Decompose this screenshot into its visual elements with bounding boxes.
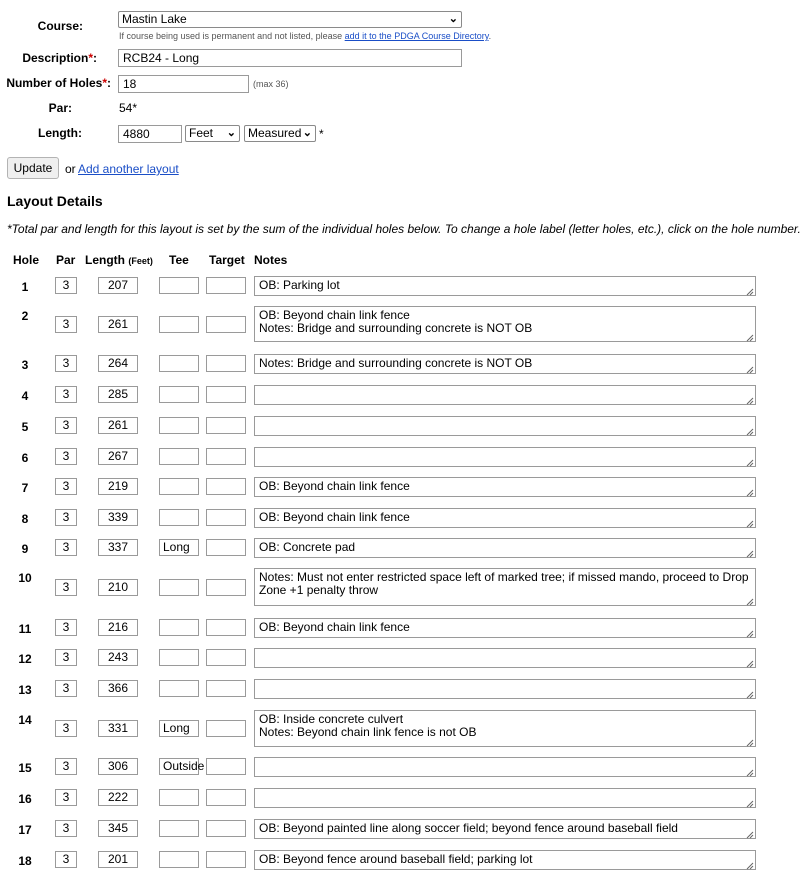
resize-grip-icon[interactable]: [746, 596, 754, 604]
hole-length-input[interactable]: 264: [98, 355, 138, 372]
resize-grip-icon[interactable]: [746, 286, 754, 294]
hole-par-input[interactable]: 3: [55, 316, 77, 333]
hole-par-input[interactable]: 3: [55, 758, 77, 775]
hole-tee-input[interactable]: [159, 478, 199, 495]
resize-grip-icon[interactable]: [746, 767, 754, 775]
hole-par-input[interactable]: 3: [55, 851, 77, 868]
hole-number-link[interactable]: 11: [18, 622, 32, 636]
chevron-down-icon: ⌄: [448, 13, 458, 25]
holes-max-hint: (max 36): [253, 79, 289, 89]
par-label: Par:: [48, 101, 72, 115]
hole-number-link[interactable]: 2: [21, 309, 29, 323]
hole-tee-input[interactable]: [159, 851, 199, 868]
hole-length-input[interactable]: 285: [98, 386, 138, 403]
hole-notes-textarea[interactable]: Notes: Bridge and surrounding concrete is NOT OB: [254, 354, 756, 374]
hole-number-link[interactable]: 12: [18, 652, 32, 666]
hole-length-input[interactable]: 337: [98, 539, 138, 556]
resize-grip-icon[interactable]: [746, 518, 754, 526]
hole-number-link[interactable]: 18: [18, 854, 32, 868]
hole-number-link[interactable]: 4: [21, 389, 29, 403]
hole-target-input[interactable]: [206, 478, 246, 495]
hole-target-input[interactable]: [206, 277, 246, 294]
hole-target-input[interactable]: [206, 448, 246, 465]
course-select-value: Mastin Lake: [122, 12, 187, 26]
hole-number-link[interactable]: 5: [21, 420, 29, 434]
chevron-down-icon: ⌄: [226, 127, 236, 139]
layout-details-note: *Total par and length for this layout is set by the sum of the individual holes below. To change a hole label (letter holes, etc.), click on the hole number.: [7, 222, 801, 236]
hole-number-link[interactable]: 15: [18, 761, 32, 775]
length-input[interactable]: 4880: [118, 125, 182, 143]
hole-number-link[interactable]: 17: [18, 823, 32, 837]
hole-tee-input[interactable]: [159, 417, 199, 434]
hole-target-input[interactable]: [206, 649, 246, 666]
hole-tee-input[interactable]: [159, 355, 199, 372]
length-method-select[interactable]: Measured ⌄: [244, 125, 316, 142]
length-required-star: *: [319, 127, 324, 141]
hole-tee-input[interactable]: [159, 680, 199, 697]
resize-grip-icon[interactable]: [746, 548, 754, 556]
column-notes: Notes: [254, 253, 288, 267]
resize-grip-icon[interactable]: [746, 364, 754, 372]
hole-par-input[interactable]: 3: [55, 509, 77, 526]
hole-notes-textarea[interactable]: Notes: Must not enter restricted space left of marked tree; if missed mando, proceed to Drop Zone +1 penalty throw: [254, 568, 756, 606]
hole-par-input[interactable]: 3: [55, 720, 77, 737]
hole-length-input[interactable]: 267: [98, 448, 138, 465]
hole-notes-textarea[interactable]: OB: Beyond fence around baseball field; parking lot: [254, 850, 756, 870]
hole-number-link[interactable]: 7: [21, 481, 29, 495]
update-button[interactable]: Update: [7, 157, 59, 179]
hole-target-input[interactable]: [206, 539, 246, 556]
resize-grip-icon[interactable]: [746, 798, 754, 806]
hole-par-input[interactable]: 3: [55, 355, 77, 372]
hole-number-link[interactable]: 13: [18, 683, 32, 697]
par-value: 54*: [119, 101, 138, 115]
resize-grip-icon[interactable]: [746, 658, 754, 666]
resize-grip-icon[interactable]: [746, 487, 754, 495]
hole-par-input[interactable]: 3: [55, 619, 77, 636]
hole-tee-input[interactable]: [159, 789, 199, 806]
hole-notes-textarea[interactable]: [254, 679, 756, 699]
pdga-directory-link[interactable]: add it to the PDGA Course Directory: [344, 31, 489, 41]
hole-target-input[interactable]: [206, 680, 246, 697]
resize-grip-icon[interactable]: [746, 332, 754, 340]
resize-grip-icon[interactable]: [746, 829, 754, 837]
hole-par-input[interactable]: 3: [55, 417, 77, 434]
hole-target-input[interactable]: [206, 579, 246, 596]
resize-grip-icon[interactable]: [746, 860, 754, 868]
column-par: Par: [56, 253, 76, 267]
hole-par-input[interactable]: 3: [55, 680, 77, 697]
hole-notes-textarea[interactable]: [254, 788, 756, 808]
hole-length-input[interactable]: 207: [98, 277, 138, 294]
hole-length-input[interactable]: 201: [98, 851, 138, 868]
hole-tee-input[interactable]: Long: [159, 720, 199, 737]
hole-par-input[interactable]: 3: [55, 448, 77, 465]
length-unit-select[interactable]: Feet ⌄: [185, 125, 240, 142]
hole-notes-textarea[interactable]: OB: Inside concrete culvert Notes: Beyond chain link fence is not OB: [254, 710, 756, 747]
hole-notes-textarea[interactable]: [254, 447, 756, 467]
resize-grip-icon[interactable]: [746, 457, 754, 465]
hole-notes-textarea[interactable]: [254, 416, 756, 436]
resize-grip-icon[interactable]: [746, 737, 754, 745]
resize-grip-icon[interactable]: [746, 395, 754, 403]
hole-par-input[interactable]: 3: [55, 478, 77, 495]
hole-notes-textarea[interactable]: OB: Beyond chain link fence: [254, 618, 756, 638]
hole-tee-input[interactable]: [159, 448, 199, 465]
hole-length-input[interactable]: 243: [98, 649, 138, 666]
hole-par-input[interactable]: 3: [55, 789, 77, 806]
hole-number-link[interactable]: 3: [21, 358, 29, 372]
resize-grip-icon[interactable]: [746, 426, 754, 434]
hole-target-input[interactable]: [206, 355, 246, 372]
hole-tee-input[interactable]: [159, 579, 199, 596]
hole-number-link[interactable]: 16: [18, 792, 32, 806]
hole-number-link[interactable]: 9: [21, 542, 29, 556]
hole-length-input[interactable]: 261: [98, 316, 138, 333]
or-text: or: [65, 162, 76, 176]
hole-notes-textarea[interactable]: OB: Beyond chain link fence: [254, 508, 756, 528]
hole-target-input[interactable]: [206, 820, 246, 837]
hole-length-input[interactable]: 339: [98, 509, 138, 526]
resize-grip-icon[interactable]: [746, 689, 754, 697]
hole-notes-textarea[interactable]: OB: Parking lot: [254, 276, 756, 296]
hole-notes-textarea[interactable]: OB: Beyond chain link fence Notes: Bridge and surrounding concrete is NOT OB: [254, 306, 756, 342]
course-select[interactable]: [118, 11, 462, 28]
length-label: Length:: [38, 126, 82, 140]
hole-target-input[interactable]: [206, 851, 246, 868]
hole-tee-input[interactable]: [159, 316, 199, 333]
course-label: Course:: [37, 19, 83, 33]
hole-par-input[interactable]: 3: [55, 649, 77, 666]
hole-length-input[interactable]: 210: [98, 579, 138, 596]
hole-length-input[interactable]: 261: [98, 417, 138, 434]
hole-par-input[interactable]: 3: [55, 579, 77, 596]
hole-number-link[interactable]: 6: [21, 451, 29, 465]
number-of-holes-label: Number of Holes*:: [6, 76, 111, 90]
column-tee: Tee: [169, 253, 189, 267]
description-input[interactable]: RCB24 - Long: [118, 49, 462, 67]
hole-number-link[interactable]: 1: [21, 280, 29, 294]
layout-details-heading: Layout Details: [7, 193, 103, 209]
hole-par-input[interactable]: 3: [55, 820, 77, 837]
hole-target-input[interactable]: [206, 509, 246, 526]
hole-par-input[interactable]: 3: [55, 539, 77, 556]
hole-tee-input[interactable]: Long: [159, 539, 199, 556]
hole-tee-input[interactable]: [159, 386, 199, 403]
hole-tee-input[interactable]: Outside: [159, 758, 199, 775]
chevron-down-icon: ⌄: [302, 127, 312, 139]
hole-target-input[interactable]: [206, 316, 246, 333]
hole-tee-input[interactable]: [159, 277, 199, 294]
course-hint: If course being used is permanent and not listed, please add it to the PDGA Course Directory.: [119, 31, 492, 41]
hole-par-input[interactable]: 3: [55, 386, 77, 403]
hole-number-link[interactable]: 10: [18, 571, 32, 585]
add-another-layout-link[interactable]: Add another layout: [78, 162, 179, 176]
hole-target-input[interactable]: [206, 720, 246, 737]
hole-length-input[interactable]: 331: [98, 720, 138, 737]
hole-length-input[interactable]: 219: [98, 478, 138, 495]
hole-par-input[interactable]: 3: [55, 277, 77, 294]
column-hole: Hole: [13, 253, 40, 267]
hole-target-input[interactable]: [206, 758, 246, 775]
hole-tee-input[interactable]: [159, 509, 199, 526]
hole-notes-textarea[interactable]: OB: Beyond painted line along soccer field; beyond fence around baseball field: [254, 819, 756, 839]
hole-tee-input[interactable]: [159, 820, 199, 837]
column-target: Target: [209, 253, 245, 267]
hole-target-input[interactable]: [206, 417, 246, 434]
hole-tee-input[interactable]: [159, 619, 199, 636]
description-label: Description*:: [22, 51, 97, 65]
hole-number-link[interactable]: 14: [18, 713, 32, 727]
hole-notes-textarea[interactable]: OB: Concrete pad: [254, 538, 756, 558]
hole-target-input[interactable]: [206, 619, 246, 636]
hole-tee-input[interactable]: [159, 649, 199, 666]
number-of-holes-input[interactable]: 18: [118, 75, 249, 93]
hole-target-input[interactable]: [206, 789, 246, 806]
resize-grip-icon[interactable]: [746, 628, 754, 636]
hole-length-input[interactable]: 222: [98, 789, 138, 806]
hole-notes-textarea[interactable]: [254, 385, 756, 405]
hole-length-input[interactable]: 216: [98, 619, 138, 636]
hole-length-input[interactable]: 345: [98, 820, 138, 837]
hole-notes-textarea[interactable]: [254, 648, 756, 668]
hole-target-input[interactable]: [206, 386, 246, 403]
hole-notes-textarea[interactable]: OB: Beyond chain link fence: [254, 477, 756, 497]
hole-length-input[interactable]: 366: [98, 680, 138, 697]
column-length: Length (Feet): [85, 253, 153, 267]
hole-number-link[interactable]: 8: [21, 512, 29, 526]
hole-length-input[interactable]: 306: [98, 758, 138, 775]
hole-notes-textarea[interactable]: [254, 757, 756, 777]
